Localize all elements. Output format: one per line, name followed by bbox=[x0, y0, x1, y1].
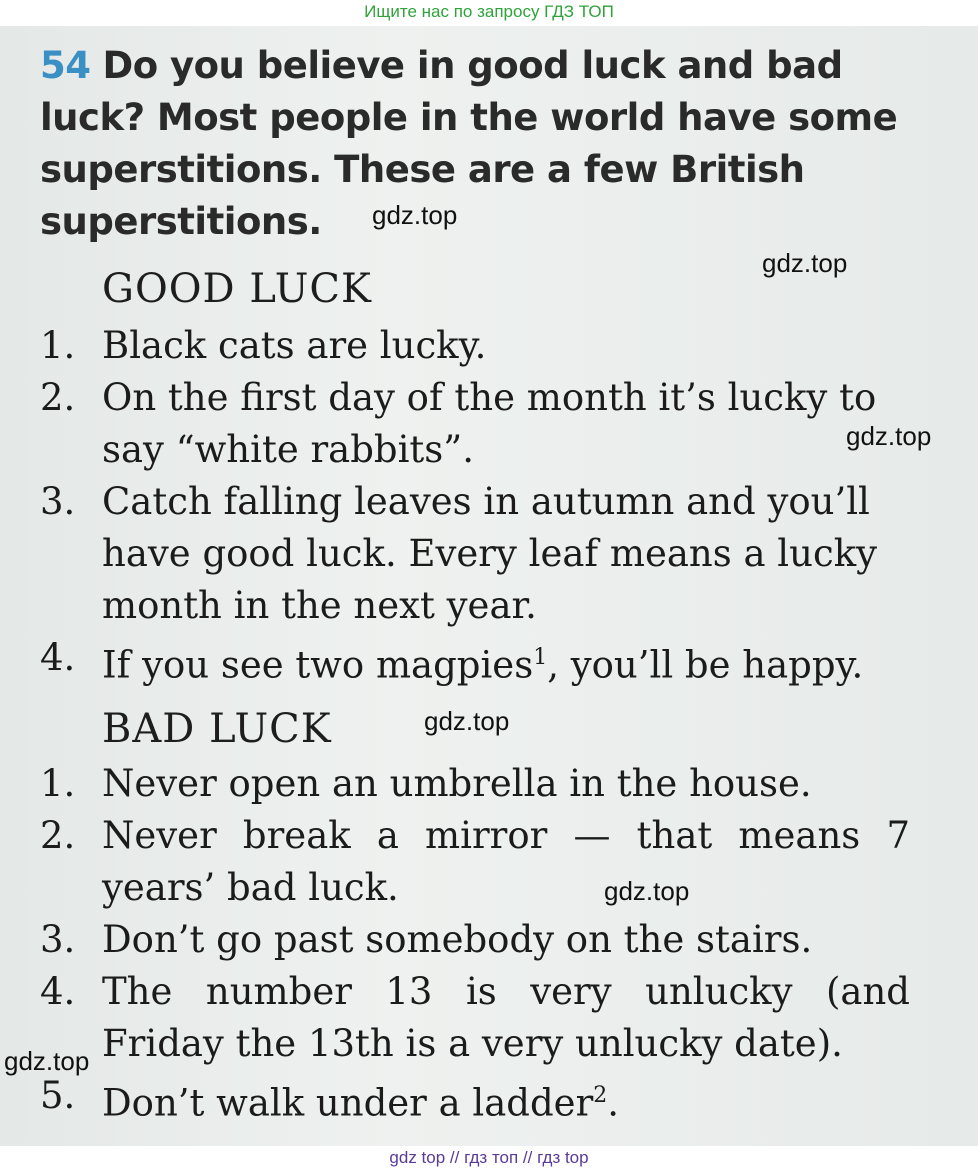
item-text: Don’t go past somebody on the stairs. bbox=[102, 918, 813, 961]
item-number: 4. bbox=[40, 636, 76, 679]
list-item bbox=[40, 372, 910, 476]
good-luck-title: GOOD LUCK bbox=[102, 266, 372, 312]
list-item bbox=[40, 914, 910, 966]
item-text: On the first day of the month it’s lucky to say “white rabbits”. bbox=[102, 376, 877, 471]
list-item bbox=[40, 810, 910, 914]
bad-luck-title: BAD LUCK bbox=[102, 706, 332, 752]
footnote-marker: 1 bbox=[533, 645, 548, 670]
list-item bbox=[40, 476, 910, 632]
list-item bbox=[40, 966, 910, 1070]
item-text-end: . bbox=[607, 1081, 620, 1125]
item-text: Black cats are lucky. bbox=[102, 324, 487, 367]
item-text-end: , you’ll be happy. bbox=[547, 643, 864, 687]
item-number: 2. bbox=[40, 814, 76, 857]
list-item bbox=[40, 1070, 910, 1129]
item-number: 3. bbox=[40, 480, 76, 523]
item-text: The number 13 is very unlucky (and Friday the 13th is a very unlucky date). bbox=[102, 970, 910, 1065]
watermark: gdz.top bbox=[604, 876, 690, 906]
watermark: gdz.top bbox=[762, 248, 848, 278]
watermark: gdz.top bbox=[424, 706, 510, 736]
item-number: 1. bbox=[40, 762, 76, 805]
item-text: Catch falling leaves in autumn and you’ll have good luck. Every leaf means a lucky month in the next year. bbox=[102, 480, 878, 627]
footnote-marker: 2 bbox=[593, 1083, 608, 1108]
good-luck-list bbox=[40, 320, 910, 691]
watermark: gdz.top bbox=[4, 1046, 90, 1076]
item-number: 5. bbox=[40, 1074, 76, 1117]
item-number: 4. bbox=[40, 970, 76, 1013]
list-item bbox=[40, 320, 910, 372]
item-text: Never break a mirror — that means 7 years’ bad luck. bbox=[102, 814, 910, 909]
watermark: gdz.top bbox=[372, 200, 458, 230]
list-item bbox=[40, 632, 910, 691]
item-text: Don’t walk under a ladder bbox=[102, 1081, 594, 1125]
bad-luck-list bbox=[40, 758, 910, 1129]
list-item bbox=[40, 758, 910, 810]
item-number: 2. bbox=[40, 376, 76, 419]
watermark: gdz.top bbox=[846, 421, 932, 451]
item-text: Never open an umbrella in the house. bbox=[102, 762, 812, 805]
top-banner[interactable]: Ищите нас по запросу ГДЗ ТОП bbox=[0, 0, 978, 26]
exercise-heading bbox=[40, 40, 940, 248]
item-number: 1. bbox=[40, 324, 76, 367]
footer-links[interactable]: gdz top // гдз топ // гдз top bbox=[0, 1146, 978, 1172]
item-number: 3. bbox=[40, 918, 76, 961]
exercise-number: 54 bbox=[40, 44, 91, 87]
exercise-heading-text: Do you believe in good luck and bad luck? Most people in the world have some superstitions. These are a few British superstitions. bbox=[40, 44, 898, 243]
item-text: If you see two magpies bbox=[102, 643, 534, 687]
